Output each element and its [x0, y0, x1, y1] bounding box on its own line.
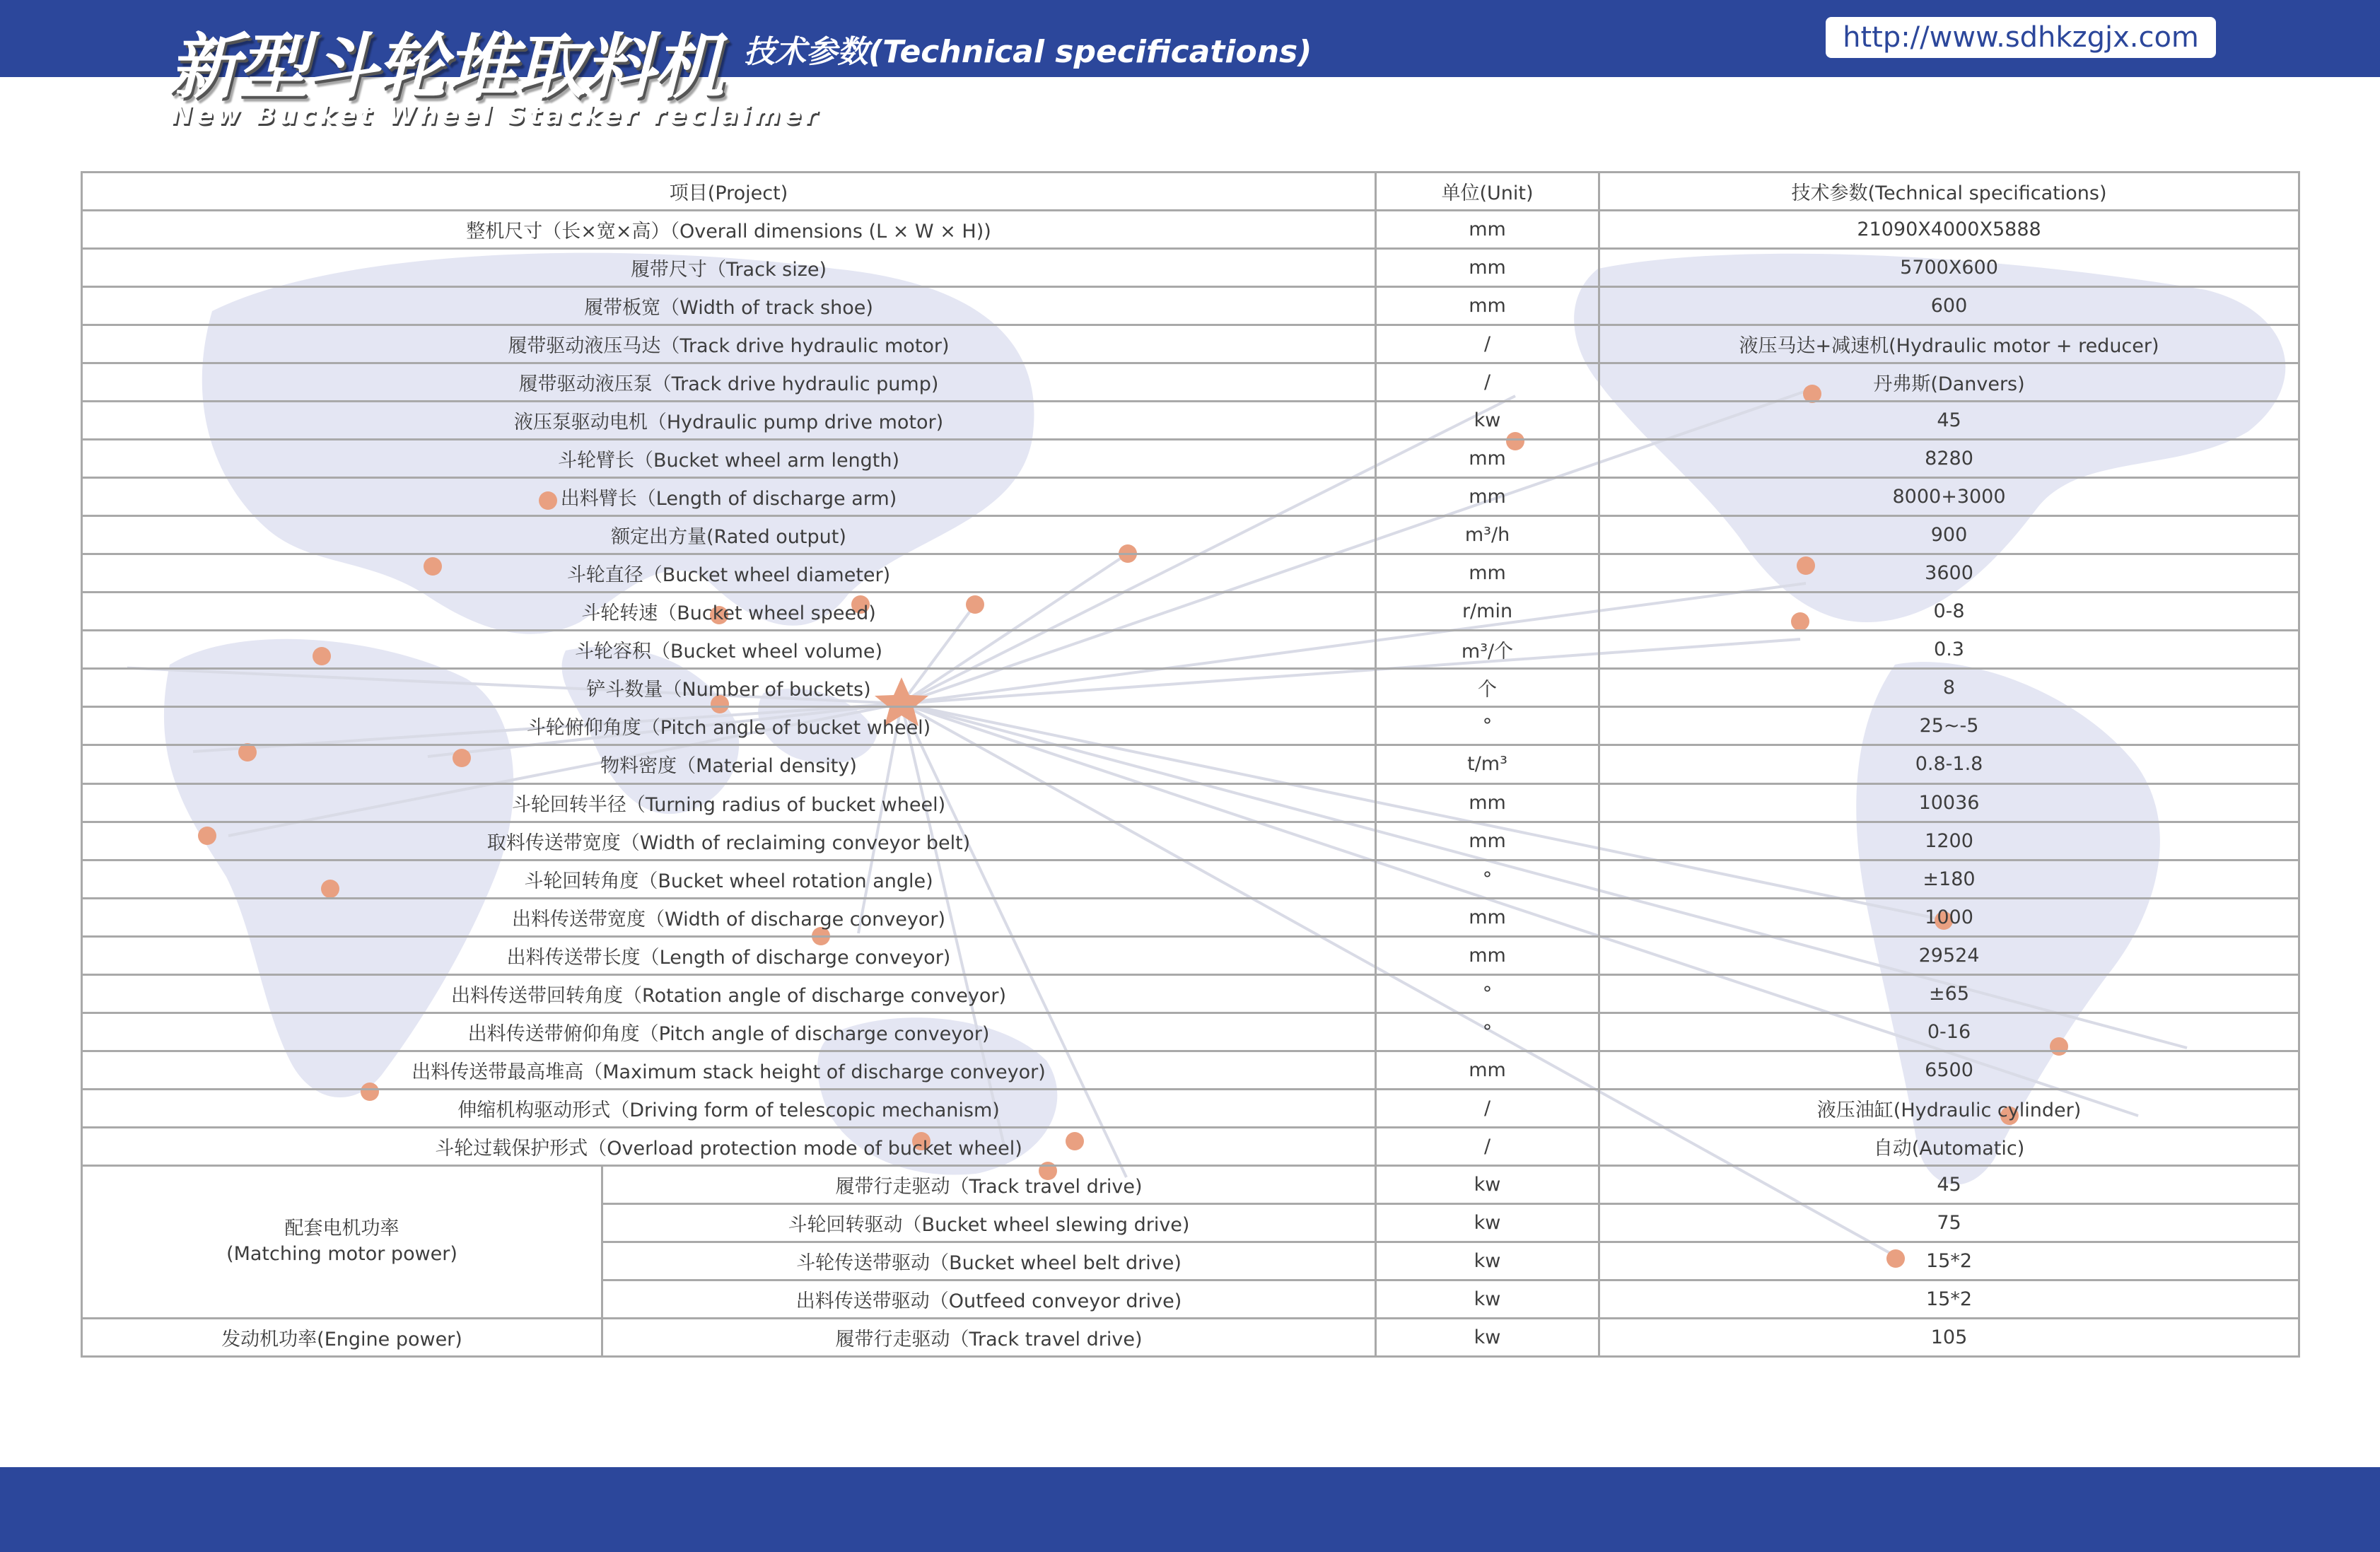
motor-unit: kw	[1376, 1242, 1599, 1280]
motor-row	[82, 1165, 2299, 1203]
table-row	[82, 860, 2299, 898]
row-spec: 液压马达+减速机(Hydraulic motor + reducer)	[1599, 325, 2299, 363]
motor-item: 斗轮回转驱动（Bucket wheel slewing drive)	[602, 1203, 1376, 1242]
engine-row	[82, 1318, 2299, 1356]
motor-item: 履带行走驱动（Track travel drive)	[602, 1165, 1376, 1203]
row-unit: /	[1376, 325, 1599, 363]
row-unit: mm	[1376, 478, 1599, 516]
table-row	[82, 478, 2299, 516]
row-unit: r/min	[1376, 593, 1599, 631]
row-project: 出料传送带宽度（Width of discharge conveyor)	[82, 898, 1376, 936]
motor-spec: 15*2	[1599, 1242, 2299, 1280]
table-row	[82, 707, 2299, 745]
row-unit: /	[1376, 363, 1599, 402]
row-unit: mm	[1376, 211, 1599, 249]
website-link[interactable]: http://www.sdhkzgjx.com	[1826, 17, 2216, 58]
table-row	[82, 745, 2299, 783]
table-row	[82, 669, 2299, 707]
table-row	[82, 593, 2299, 631]
footer-bar	[0, 1467, 2380, 1552]
row-spec: 自动(Automatic)	[1599, 1127, 2299, 1165]
row-spec: 5700X600	[1599, 249, 2299, 287]
row-unit: m³/h	[1376, 516, 1599, 554]
row-project: 履带驱动液压马达（Track drive hydraulic motor)	[82, 325, 1376, 363]
row-project: 履带尺寸（Track size)	[82, 249, 1376, 287]
row-spec: 0-16	[1599, 1013, 2299, 1051]
row-unit: mm	[1376, 249, 1599, 287]
table-row	[82, 783, 2299, 822]
motor-group-label-en: (Matching motor power)	[226, 1243, 457, 1266]
table-row	[82, 1089, 2299, 1127]
table-row	[82, 554, 2299, 593]
row-unit: °	[1376, 974, 1599, 1013]
table-row	[82, 631, 2299, 669]
row-spec: 0.3	[1599, 631, 2299, 669]
engine-label: 发动机功率(Engine power)	[82, 1318, 602, 1356]
row-unit: °	[1376, 707, 1599, 745]
row-spec: 8000+3000	[1599, 478, 2299, 516]
table-row	[82, 1051, 2299, 1089]
table-row	[82, 402, 2299, 440]
row-project: 液压泵驱动电机（Hydraulic pump drive motor)	[82, 402, 1376, 440]
table-row	[82, 325, 2299, 363]
row-project: 斗轮回转半径（Turning radius of bucket wheel)	[82, 783, 1376, 822]
row-spec: 45	[1599, 402, 2299, 440]
table-row	[82, 363, 2299, 402]
row-spec: 21090X4000X5888	[1599, 211, 2299, 249]
row-spec: 600	[1599, 287, 2299, 325]
row-project: 额定出方量(Rated output)	[82, 516, 1376, 554]
row-unit: mm	[1376, 936, 1599, 974]
row-project: 整机尺寸（长×宽×高）（Overall dimensions (L × W × H))	[82, 211, 1376, 249]
row-unit: mm	[1376, 783, 1599, 822]
logo-title-en: New Bucket Wheel Stacker reclaimer	[171, 101, 821, 130]
table-row	[82, 287, 2299, 325]
table-row	[82, 974, 2299, 1013]
motor-item: 斗轮传送带驱动（Bucket wheel belt drive)	[602, 1242, 1376, 1280]
row-spec: 0-8	[1599, 593, 2299, 631]
table-row	[82, 822, 2299, 860]
row-project: 铲斗数量（Number of buckets)	[82, 669, 1376, 707]
row-project: 斗轮回转角度（Bucket wheel rotation angle)	[82, 860, 1376, 898]
header-project: 项目(Project)	[82, 173, 1376, 211]
row-spec: 3600	[1599, 554, 2299, 593]
motor-spec: 75	[1599, 1203, 2299, 1242]
row-project: 斗轮俯仰角度（Pitch angle of bucket wheel)	[82, 707, 1376, 745]
header-spec: 技术参数(Technical specifications)	[1599, 173, 2299, 211]
engine-item: 履带行走驱动（Track travel drive)	[602, 1318, 1376, 1356]
row-project: 取料传送带宽度（Width of reclaiming conveyor belt)	[82, 822, 1376, 860]
row-project: 出料传送带回转角度（Rotation angle of discharge conveyor)	[82, 974, 1376, 1013]
row-project: 斗轮直径（Bucket wheel diameter)	[82, 554, 1376, 593]
row-project: 履带板宽（Width of track shoe)	[82, 287, 1376, 325]
row-unit: kw	[1376, 402, 1599, 440]
row-spec: 丹弗斯(Danvers)	[1599, 363, 2299, 402]
engine-spec: 105	[1599, 1318, 2299, 1356]
row-project: 斗轮臂长（Bucket wheel arm length)	[82, 440, 1376, 478]
row-unit: t/m³	[1376, 745, 1599, 783]
motor-unit: kw	[1376, 1165, 1599, 1203]
motor-group-label-cn: 配套电机功率	[284, 1218, 399, 1240]
row-spec: 1200	[1599, 822, 2299, 860]
row-unit: °	[1376, 1013, 1599, 1051]
table-row	[82, 898, 2299, 936]
table-row	[82, 1013, 2299, 1051]
row-spec: 900	[1599, 516, 2299, 554]
row-spec: 29524	[1599, 936, 2299, 974]
row-spec: 液压油缸(Hydraulic cylinder)	[1599, 1089, 2299, 1127]
row-unit: mm	[1376, 898, 1599, 936]
row-project: 履带驱动液压泵（Track drive hydraulic pump)	[82, 363, 1376, 402]
row-unit: /	[1376, 1127, 1599, 1165]
row-project: 出料传送带长度（Length of discharge conveyor)	[82, 936, 1376, 974]
row-project: 斗轮转速（Bucket wheel speed)	[82, 593, 1376, 631]
row-unit: °	[1376, 860, 1599, 898]
row-spec: ±65	[1599, 974, 2299, 1013]
row-spec: 1000	[1599, 898, 2299, 936]
row-unit: mm	[1376, 1051, 1599, 1089]
table-row	[82, 516, 2299, 554]
engine-unit: kw	[1376, 1318, 1599, 1356]
row-project: 伸缩机构驱动形式（Driving form of telescopic mechanism)	[82, 1089, 1376, 1127]
motor-spec: 45	[1599, 1165, 2299, 1203]
row-spec: 0.8-1.8	[1599, 745, 2299, 783]
row-unit: 个	[1376, 669, 1599, 707]
page-title: 技术参数(Technical specifications)	[744, 34, 1312, 70]
table-row	[82, 440, 2299, 478]
motor-unit: kw	[1376, 1280, 1599, 1318]
motor-unit: kw	[1376, 1203, 1599, 1242]
row-unit: mm	[1376, 554, 1599, 593]
row-spec: 8280	[1599, 440, 2299, 478]
row-project: 出料传送带最高堆高（Maximum stack height of discharge conveyor)	[82, 1051, 1376, 1089]
row-project: 斗轮过载保护形式（Overload protection mode of bucket wheel)	[82, 1127, 1376, 1165]
row-project: 出料臂长（Length of discharge arm)	[82, 478, 1376, 516]
row-unit: mm	[1376, 440, 1599, 478]
motor-item: 出料传送带驱动（Outfeed conveyor drive)	[602, 1280, 1376, 1318]
motor-spec: 15*2	[1599, 1280, 2299, 1318]
table-row	[82, 211, 2299, 249]
row-unit: /	[1376, 1089, 1599, 1127]
row-unit: mm	[1376, 287, 1599, 325]
row-spec: 25~-5	[1599, 707, 2299, 745]
table-header-row	[82, 173, 2299, 211]
row-project: 物料密度（Material density)	[82, 745, 1376, 783]
row-project: 斗轮容积（Bucket wheel volume)	[82, 631, 1376, 669]
header-unit: 单位(Unit)	[1376, 173, 1599, 211]
logo	[168, 25, 821, 134]
row-spec: 6500	[1599, 1051, 2299, 1089]
row-unit: mm	[1376, 822, 1599, 860]
motor-group-label	[82, 1165, 602, 1318]
row-unit: m³/个	[1376, 631, 1599, 669]
table-row	[82, 1127, 2299, 1165]
table-row	[82, 936, 2299, 974]
table-row	[82, 249, 2299, 287]
row-spec: ±180	[1599, 860, 2299, 898]
row-project: 出料传送带俯仰角度（Pitch angle of discharge conveyor)	[82, 1013, 1376, 1051]
row-spec: 10036	[1599, 783, 2299, 822]
row-spec: 8	[1599, 669, 2299, 707]
spec-table	[81, 171, 2300, 1358]
logo-title-cn: 新型斗轮堆取料机	[168, 25, 723, 108]
